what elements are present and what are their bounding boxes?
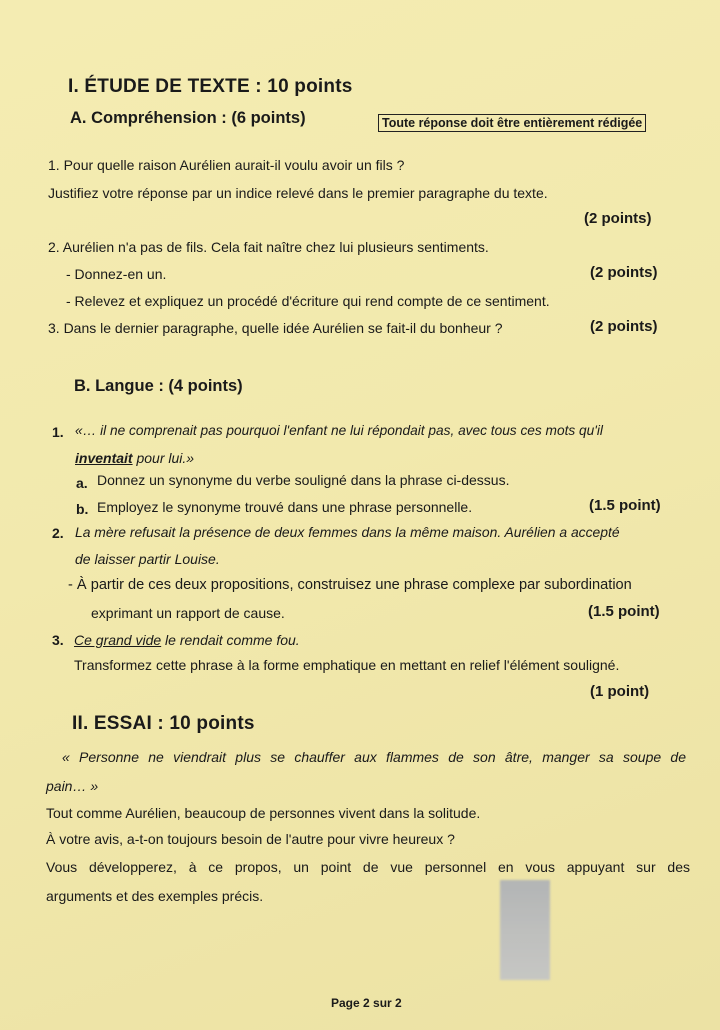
question-1-line1: 1. Pour quelle raison Aurélien aurait-il voulu avoir un fils ? [48, 157, 405, 173]
question-2-line1: 2. Aurélien n'a pas de fils. Cela fait naître chez lui plusieurs sentiments. [48, 239, 489, 255]
question-1-points: (2 points) [584, 210, 652, 227]
langue-q1a-label: a. [76, 475, 88, 491]
sentence-rest: le rendait comme fou. [161, 632, 300, 648]
langue-q1-number: 1. [52, 424, 64, 440]
langue-q2-number: 2. [52, 525, 64, 541]
blurred-region [500, 880, 550, 980]
langue-q2-points: (1.5 point) [588, 603, 660, 620]
part-one-title: I. ÉTUDE DE TEXTE : 10 points [68, 76, 353, 97]
langue-q1-quote-line2 [75, 450, 194, 466]
notice-box: Toute réponse doit être entièrement rédigée [378, 114, 646, 132]
langue-q1b-label: b. [76, 501, 89, 517]
question-3-points: (2 points) [590, 318, 658, 335]
langue-q2-sub2: exprimant un rapport de cause. [91, 605, 285, 621]
essay-line5: Vous développerez, à ce propos, un point de vue personnel en vous appuyant sur des [46, 859, 690, 875]
langue-q3-line2: Transformez cette phrase à la forme emphatique en mettant en relief l'élément souligné. [74, 657, 620, 673]
question-1-line2: Justifiez votre réponse par un indice relevé dans le premier paragraphe du texte. [48, 185, 548, 201]
langue-q2-line2: de laisser partir Louise. [75, 551, 220, 567]
langue-q1b-text: Employez le synonyme trouvé dans une phrase personnelle. [97, 499, 473, 515]
essay-line6: arguments et des exemples précis. [46, 888, 264, 904]
essay-quote-line1: « Personne ne viendrait plus se chauffer aux flammes de son âtre, manger sa soupe de [62, 749, 686, 765]
question-2-sub1: - Donnez-en un. [66, 266, 167, 282]
page-number: Page 2 sur 2 [331, 996, 402, 1010]
langue-q1a-text: Donnez un synonyme du verbe souligné dans la phrase ci-dessus. [97, 472, 510, 488]
question-2-points: (2 points) [590, 264, 658, 281]
quote-ending: pour lui.» [132, 450, 195, 466]
langue-q2-sub1: - À partir de ces deux propositions, construisez une phrase complexe par subordination [68, 577, 632, 593]
essay-quote-line2: pain… » [46, 778, 99, 794]
langue-q3-number: 3. [52, 632, 64, 648]
langue-q1-quote-line1: «… il ne comprenait pas pourquoi l'enfant ne lui répondait pas, avec tous ces mots qu'il [75, 423, 603, 438]
section-a-title: A. Compréhension : (6 points) [70, 109, 306, 127]
langue-q2-line1: La mère refusait la présence de deux femmes dans la même maison. Aurélien a accepté [75, 524, 620, 540]
langue-q3-points: (1 point) [590, 683, 650, 700]
section-b-title: B. Langue : (4 points) [74, 377, 243, 395]
langue-q3-line1 [74, 632, 300, 648]
langue-q1-points: (1.5 point) [589, 497, 661, 514]
underlined-verb: inventait [75, 450, 133, 466]
essay-line3: Tout comme Aurélien, beaucoup de personnes vivent dans la solitude. [46, 805, 481, 821]
question-2-sub2: - Relevez et expliquez un procédé d'écriture qui rend compte de ce sentiment. [66, 293, 550, 309]
question-3-line1: 3. Dans le dernier paragraphe, quelle idée Aurélien se fait-il du bonheur ? [48, 320, 503, 336]
part-two-title: II. ESSAI : 10 points [72, 713, 255, 734]
underlined-phrase: Ce grand vide [74, 632, 162, 648]
essay-line4: À votre avis, a-t-on toujours besoin de l'autre pour vivre heureux ? [46, 831, 455, 847]
